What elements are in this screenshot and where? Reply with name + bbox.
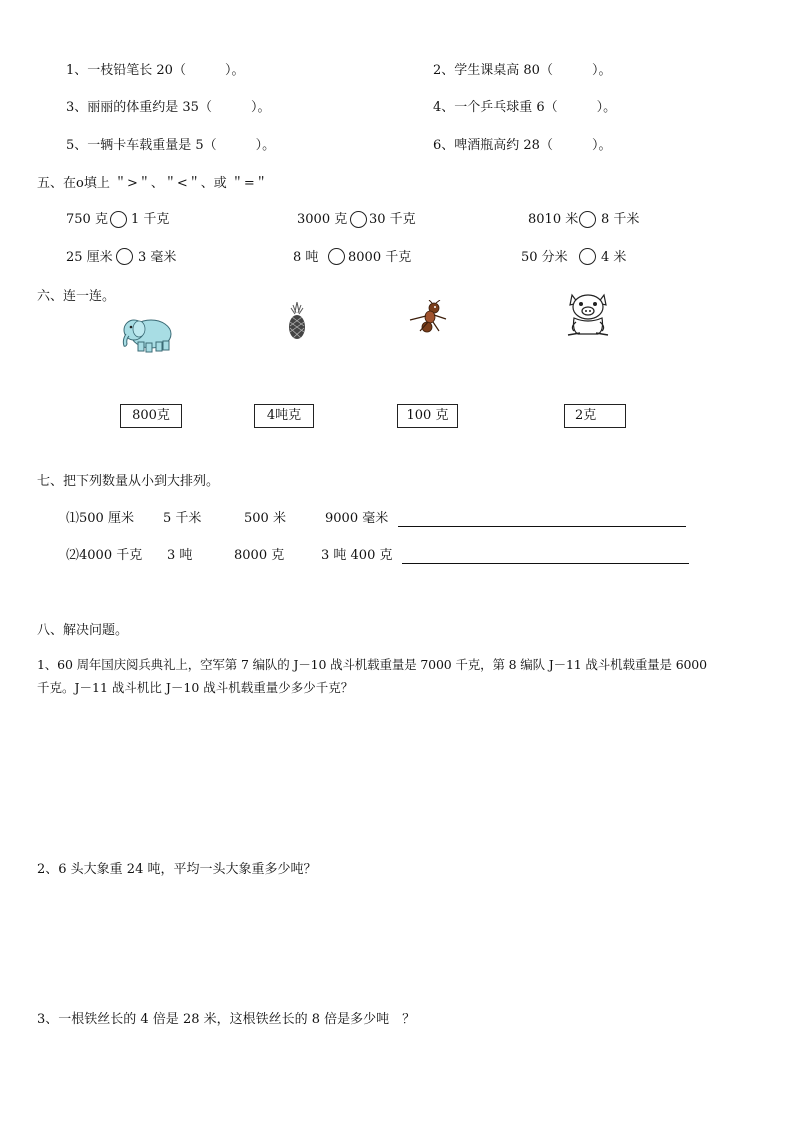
fill-item-4: 4、一个乒乓球重 6（ ）。 [433, 100, 617, 115]
compare-circle[interactable] [328, 248, 345, 265]
match-box-2g[interactable]: 2克 [564, 404, 626, 428]
fill-item-5: 5、一辆卡车载重量是 5（ ）。 [66, 138, 276, 153]
elephant-icon[interactable] [120, 314, 174, 354]
compare-left: 750 克 [66, 212, 108, 227]
problem-3: 3、一根铁丝长的 4 倍是 28 米，这根铁丝长的 8 倍是多少吨 ？ [37, 1012, 416, 1027]
compare-left: 50 分米 [521, 250, 568, 265]
section7-heading: 七、把下列数量从小到大排列。 [37, 474, 220, 489]
answer-line[interactable] [398, 526, 686, 527]
compare-left: 8010 米 [528, 212, 579, 227]
problem-2: 2、6 头大象重 24 吨，平均一头大象重多少吨？ [37, 862, 317, 877]
ant-icon[interactable] [408, 300, 448, 334]
match-box-800g[interactable]: 800克 [120, 404, 182, 428]
order-item: 3 吨 [167, 548, 193, 563]
pig-icon[interactable] [566, 291, 610, 337]
compare-circle[interactable] [350, 211, 367, 228]
compare-circle[interactable] [116, 248, 133, 265]
compare-circle[interactable] [579, 248, 596, 265]
section8-heading: 八、解决问题。 [37, 623, 129, 638]
order-item: 9000 毫米 [325, 511, 389, 526]
compare-left: 25 厘米 [66, 250, 113, 265]
compare-left: 3000 克 [297, 212, 348, 227]
fill-item-2: 2、学生课桌高 80（ ）。 [433, 63, 612, 78]
compare-right: 4 米 [601, 250, 627, 265]
fill-item-1: 1、一枝铅笔长 20（ ）。 [66, 63, 245, 78]
compare-right: 8 千米 [601, 212, 640, 227]
problem-1-line-1: 1、60 周年国庆阅兵典礼上，空军第 7 编队的 J－10 战斗机载重量是 7000 千克，第 8 编队 J－11 战斗机载重量是 6000 [37, 657, 707, 672]
match-box-100g[interactable]: 100 克 [397, 404, 458, 428]
compare-right: 1 千克 [131, 212, 170, 227]
order-item: 8000 克 [234, 548, 285, 563]
compare-right: 8000 千克 [348, 250, 412, 265]
section6-heading: 六、连一连。 [37, 289, 116, 304]
order-item: ⑵4000 千克 [66, 548, 143, 563]
match-box-4t[interactable]: 4吨克 [254, 404, 314, 428]
answer-line[interactable] [402, 563, 689, 564]
problem-1-line-2: 千克。J－11 战斗机比 J－10 战斗机载重量少多少千克？ [37, 680, 354, 695]
order-item: 500 米 [244, 511, 286, 526]
compare-right: 30 千克 [369, 212, 416, 227]
section5-heading: 五、在o填上 ＂>＂、＂<＂、或 ＂=＂ [37, 176, 268, 191]
fill-item-6: 6、啤酒瓶高约 28（ ）。 [433, 138, 612, 153]
compare-circle[interactable] [110, 211, 127, 228]
order-item: ⑴500 厘米 [66, 511, 134, 526]
fill-item-3: 3、丽丽的体重约是 35（ ）。 [66, 100, 271, 115]
order-item: 5 千米 [163, 511, 202, 526]
order-item: 3 吨 400 克 [321, 548, 393, 563]
compare-circle[interactable] [579, 211, 596, 228]
compare-left: 8 吨 [293, 250, 319, 265]
compare-right: 3 毫米 [138, 250, 177, 265]
pineapple-icon[interactable] [287, 302, 307, 340]
